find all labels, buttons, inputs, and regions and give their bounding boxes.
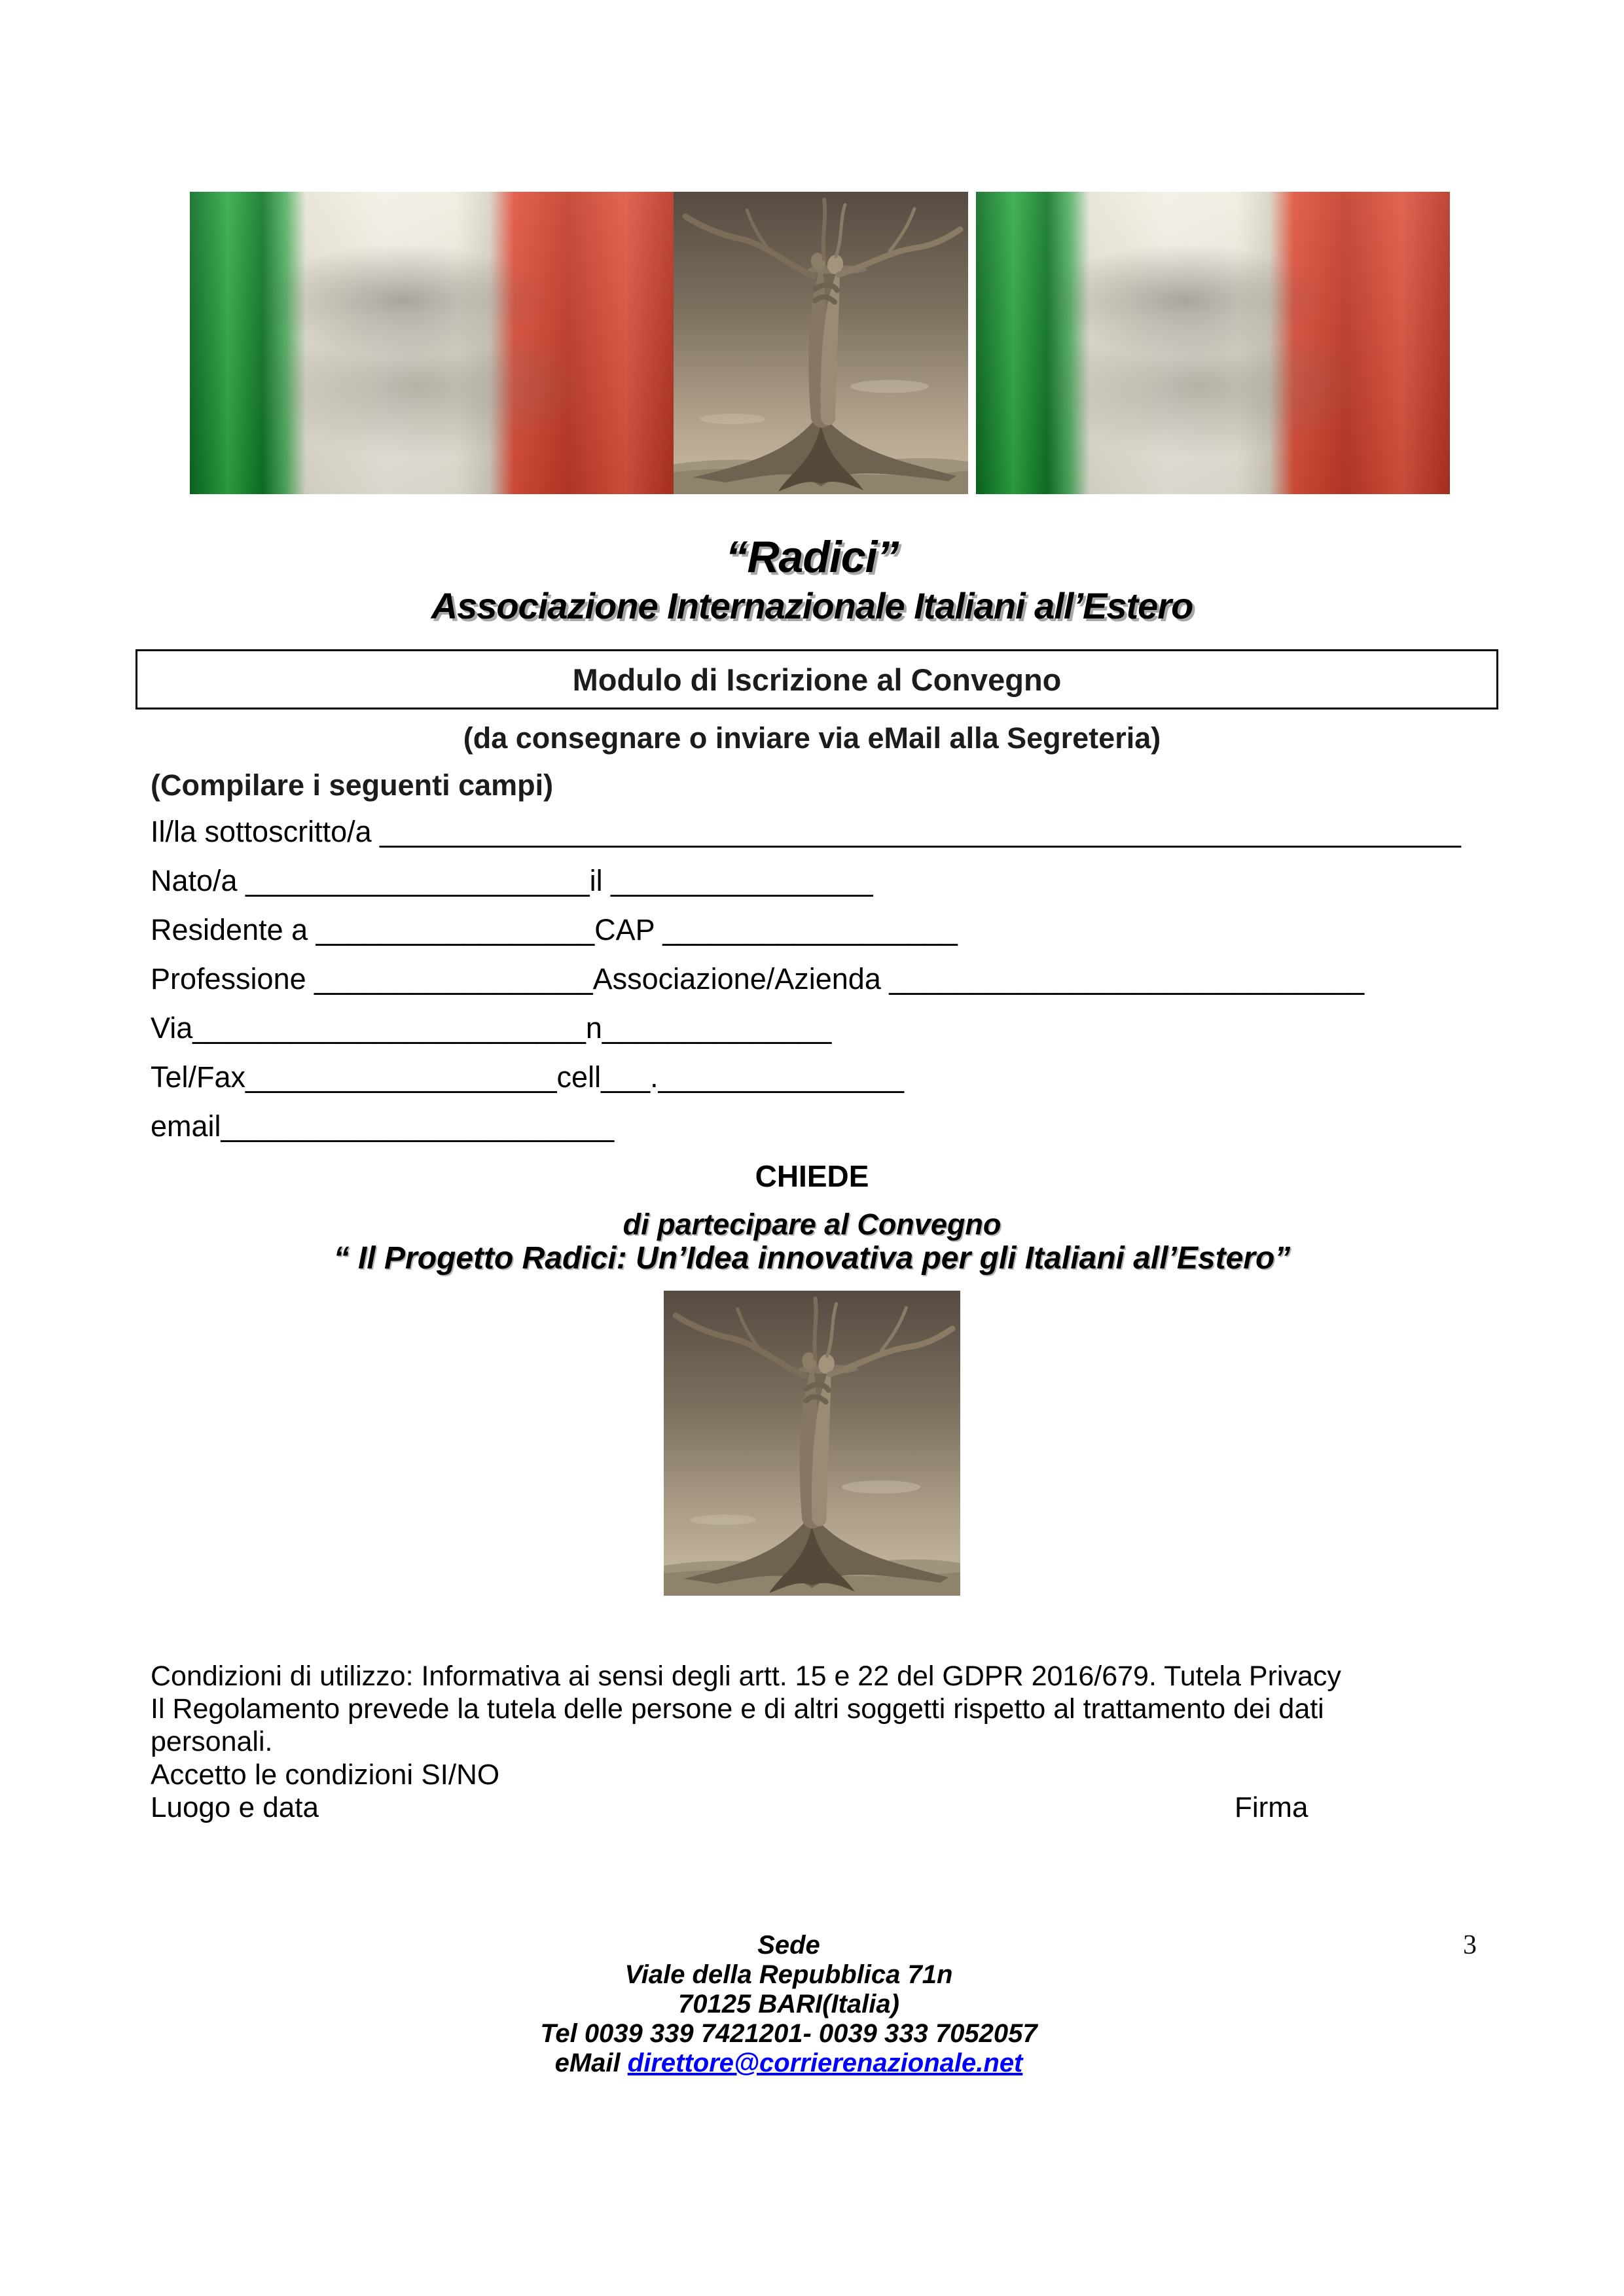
- participation-line-1: di partecipare al Convegno: [623, 1208, 1001, 1241]
- form-line-resident: Residente a _________________CAP __________________: [151, 913, 958, 946]
- form-line-telfax: Tel/Fax___________________cell___._______________: [151, 1060, 905, 1094]
- footer: [0, 1931, 1578, 2078]
- italian-flag-image-left: [190, 192, 674, 494]
- footer-email-label: eMail: [554, 2049, 628, 2077]
- header-image-strip: [190, 192, 1450, 494]
- fill-instruction: (Compilare i seguenti campi): [151, 768, 554, 802]
- form-line-street: Via________________________n______________: [151, 1011, 832, 1045]
- form-line-undersigned: Il/la sottoscritto/a __________________________________________________________________: [151, 815, 1461, 848]
- privacy-line-2: Il Regolamento prevede la tutela delle persone e di altri soggetti rispetto al trattamento dei dati: [151, 1693, 1324, 1725]
- participation-line-2: “ Il Progetto Radici: Un’Idea innovativa per gli Italiani all’Estero”: [333, 1241, 1291, 1276]
- accept-conditions-line: Accetto le condizioni SI/NO: [151, 1759, 500, 1791]
- form-title: Modulo di Iscrizione al Convegno: [572, 662, 1062, 697]
- association-subtitle: Associazione Internazionale Italiani all’Estero: [431, 585, 1193, 626]
- form-line-email: email________________________: [151, 1109, 615, 1143]
- footer-city: 70125 BARI(Italia): [678, 1990, 899, 2018]
- footer-telephone: Tel 0039 339 7421201- 0039 333 7052057: [540, 2019, 1038, 2048]
- footer-sede: Sede: [757, 1931, 820, 1960]
- signature-label: Firma: [1235, 1791, 1308, 1823]
- form-line-born: Nato/a _____________________il ________________: [151, 864, 873, 897]
- footer-address: Viale della Repubblica 71n: [624, 1960, 953, 1989]
- roots-sculpture-image-center: [664, 1291, 960, 1596]
- email-link[interactable]: direttore@corrierenazionale.net: [627, 2049, 1023, 2077]
- signature-row: [151, 1791, 1329, 1824]
- privacy-line-1: Condizioni di utilizzo: Informativa ai sensi degli artt. 15 e 22 del GDPR 2016/679. Tutela Privacy: [151, 1660, 1341, 1692]
- image-strip-gap: [968, 192, 976, 494]
- chiede-heading: CHIEDE: [755, 1159, 869, 1193]
- delivery-note: (da consegnare o inviare via eMail alla Segreteria): [463, 721, 1161, 755]
- form-title-box: [135, 649, 1498, 709]
- roots-sculpture-image-header: [674, 192, 968, 494]
- italian-flag-image-right: [976, 192, 1450, 494]
- association-title: “Radici”: [725, 532, 899, 582]
- page-number: 3: [1463, 1930, 1477, 1960]
- place-date-label: Luogo e data: [151, 1791, 319, 1823]
- form-line-profession: Professione _________________Associazione/Azienda _____________________________: [151, 962, 1365, 996]
- footer-email-line: [0, 2049, 1578, 2078]
- privacy-line-3: personali.: [151, 1726, 273, 1757]
